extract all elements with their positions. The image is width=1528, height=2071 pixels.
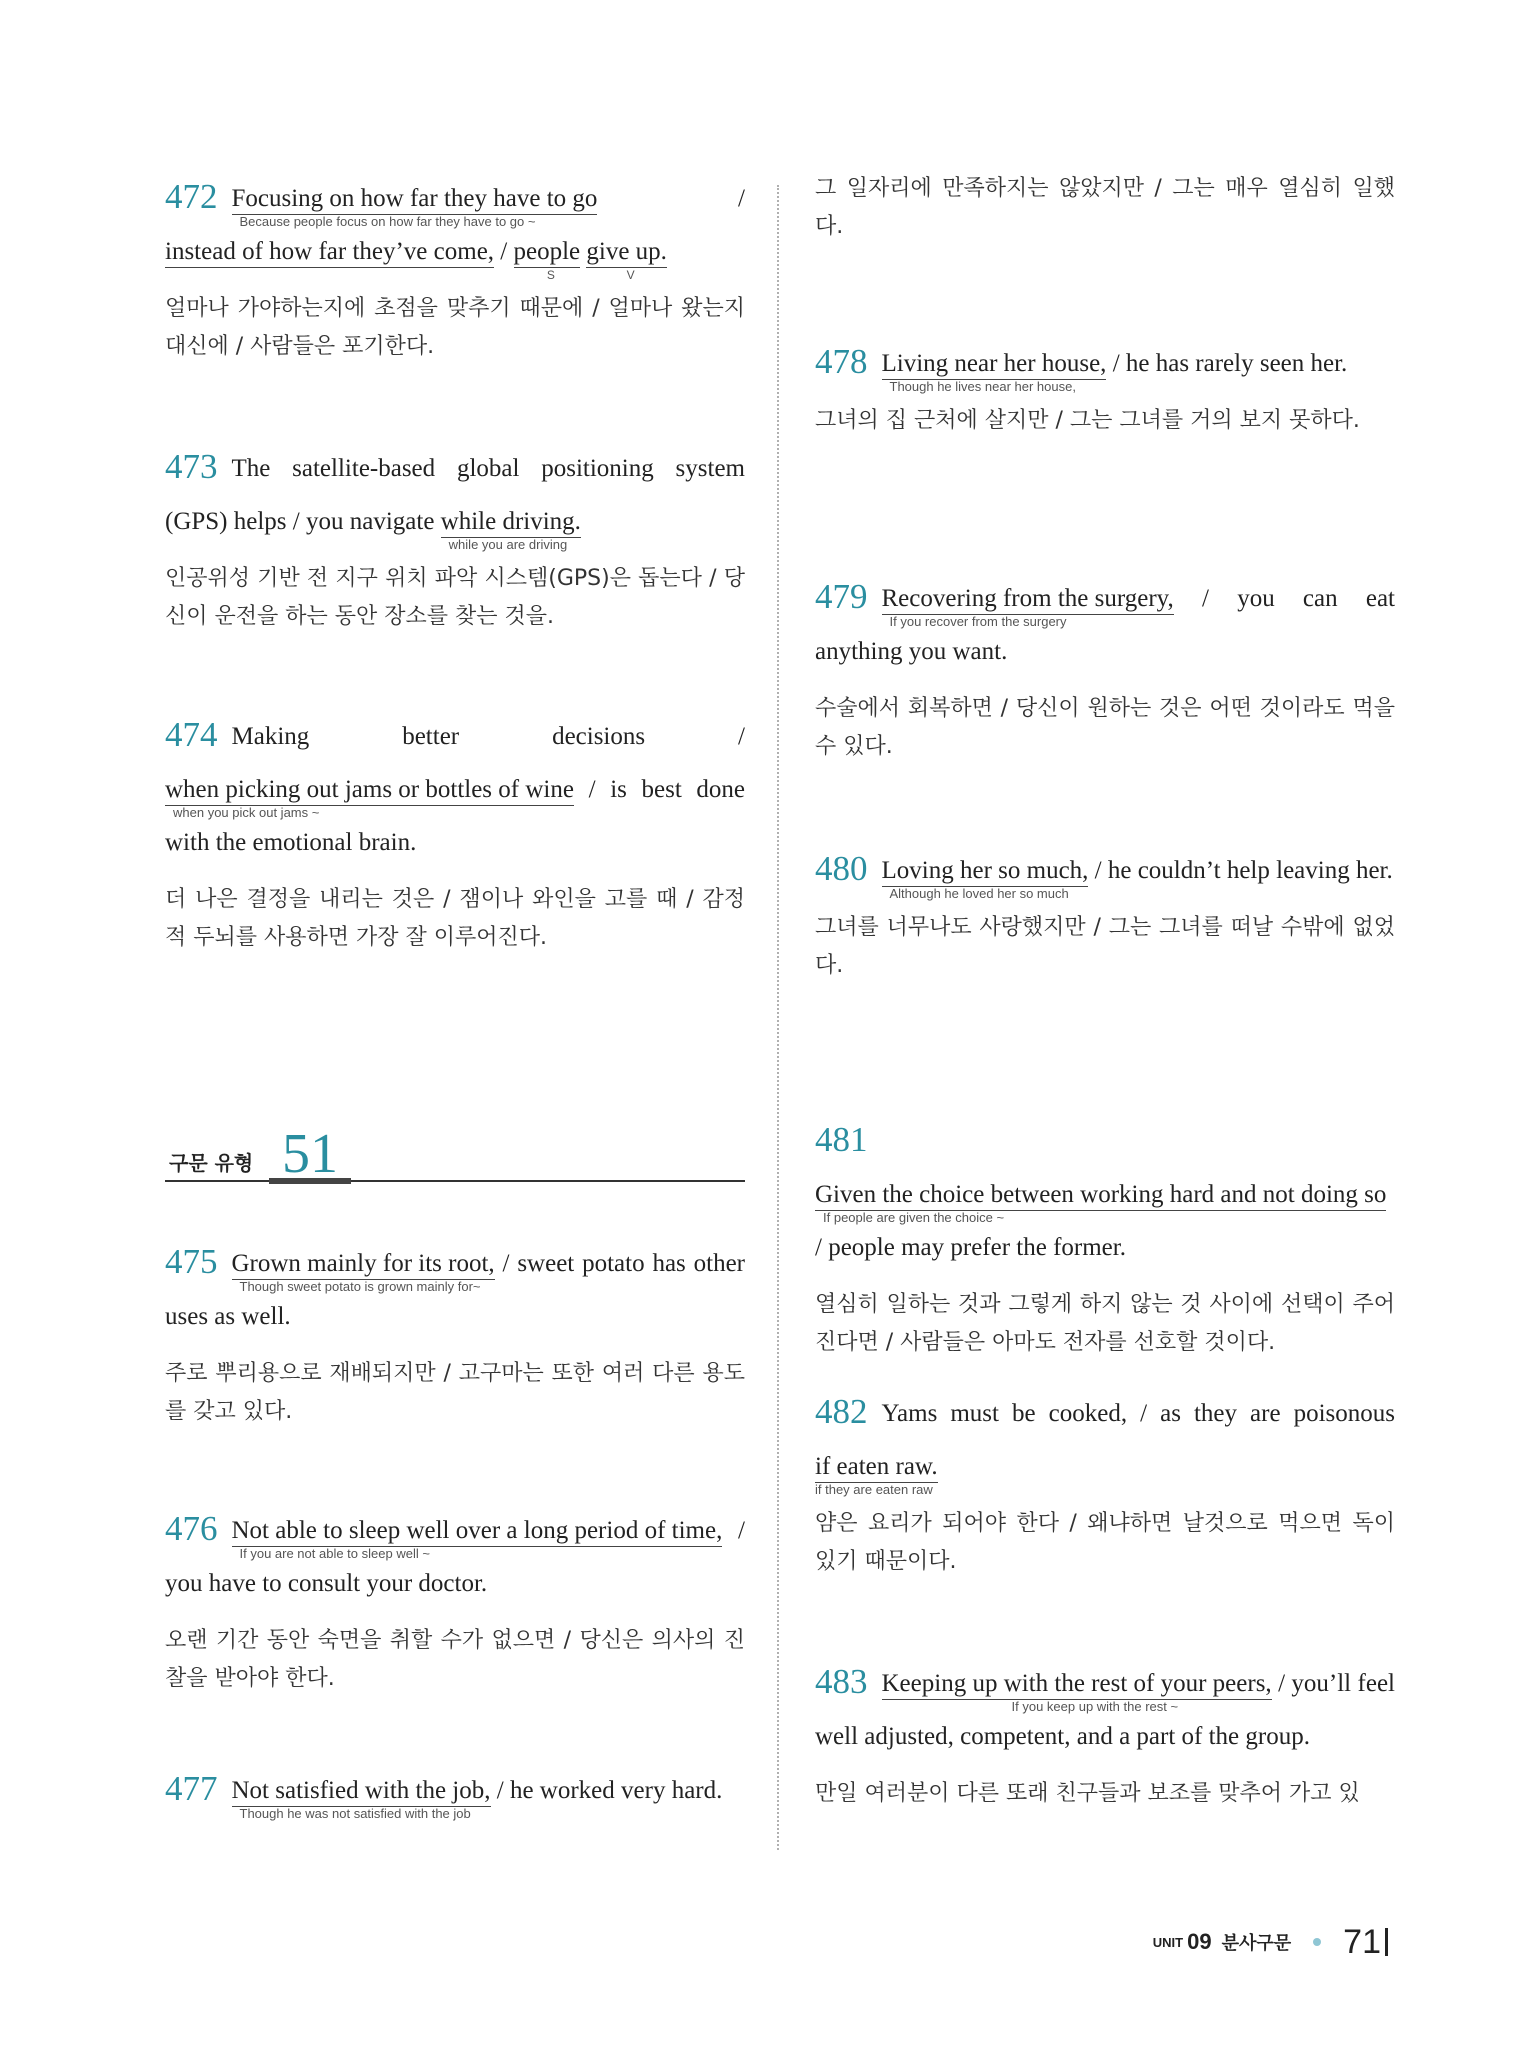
section-number: 51 bbox=[282, 1123, 338, 1185]
participle-phrase: Not able to sleep well over a long period of time, If you are not able to sleep well ~ bbox=[231, 1517, 723, 1561]
english-text: 474 Making better decisions / when picking out jams or bottles of wine when you pick out jams ~ / is best done with the emotional brain. bbox=[165, 715, 745, 856]
korean-translation: 더 나은 결정을 내리는 것은 / 잼이나 와인을 고를 때 / 감정적 두뇌를 사용하면 가장 잘 이루어진다. bbox=[165, 887, 745, 950]
participle-phrase: Keeping up with the rest of your peers, If you keep up with the rest ~ bbox=[881, 1670, 1272, 1714]
korean-translation: 인공위성 기반 전 지구 위치 파악 시스템(GPS)은 돕는다 / 당신이 운전을 하는 동안 장소를 찾는 것을. bbox=[165, 566, 745, 629]
paraphrase-note: If you recover from the surgery bbox=[889, 614, 1067, 629]
sentence-479 bbox=[815, 570, 1395, 766]
paraphrase-note: while you are driving bbox=[448, 537, 568, 552]
section-label: 구문 유형 bbox=[169, 1151, 254, 1175]
footer-unit-label: UNIT bbox=[1152, 1934, 1184, 1950]
paraphrase-note: Though he was not satisfied with the job bbox=[239, 1806, 471, 1821]
section-header bbox=[165, 1120, 745, 1185]
column-divider bbox=[777, 185, 779, 1850]
sentence-number: 483 bbox=[815, 1662, 868, 1701]
english-text: 475 Grown mainly for its root, Though sweet potato is grown mainly for~ / sweet potato has other uses as well. bbox=[165, 1242, 745, 1330]
contrast-phrase: instead of how far they’ve come, bbox=[165, 237, 494, 268]
participle-phrase: when picking out jams or bottles of wine when you pick out jams ~ bbox=[165, 776, 574, 820]
sentence-474 bbox=[165, 708, 745, 957]
participle-phrase: Grown mainly for its root, Though sweet potato is grown mainly for~ bbox=[231, 1250, 495, 1294]
footer-unit-title: 분사구문 bbox=[1221, 1933, 1292, 1954]
sentence-480 bbox=[815, 842, 1395, 985]
english-text: 480 Loving her so much, Although he loved her so much / he couldn’t help leaving her. bbox=[815, 849, 1393, 901]
sentence-number: 474 bbox=[165, 715, 218, 754]
paraphrase-note: when you pick out jams ~ bbox=[173, 805, 320, 820]
verb-mark: V bbox=[626, 268, 635, 282]
english-text: 479 Recovering from the surgery, If you recover from the surgery / you can eat anything you want. bbox=[815, 577, 1395, 665]
paraphrase-note: If people are given the choice ~ bbox=[823, 1210, 1005, 1225]
paraphrase-note: if they are eaten raw bbox=[815, 1482, 933, 1497]
footer-bar bbox=[1385, 1928, 1388, 1956]
sentence-475 bbox=[165, 1235, 745, 1431]
paraphrase-note: Though he lives near her house, bbox=[889, 379, 1076, 394]
korean-translation: 열심히 일하는 것과 그렇게 하지 않는 것 사이에 선택이 주어진다면 / 사람들은 아마도 전자를 선호할 것이다. bbox=[815, 1292, 1395, 1355]
page-footer bbox=[1153, 1922, 1388, 1962]
korean-translation: 오랜 기간 동안 숙면을 취할 수가 없으면 / 당신은 의사의 진찰을 받아야 한다. bbox=[165, 1628, 745, 1691]
verb: give up. V bbox=[586, 238, 667, 282]
participle-phrase: Given the choice between working hard and not doing so If people are given the choice ~ bbox=[815, 1181, 1387, 1225]
subject-mark: S bbox=[546, 268, 555, 282]
sentence-number: 481 bbox=[815, 1120, 868, 1159]
page-number: 71 bbox=[1343, 1922, 1381, 1961]
sentence-482 bbox=[815, 1385, 1395, 1581]
paraphrase-note: If you are not able to sleep well ~ bbox=[239, 1546, 430, 1561]
footer-unit-number: 09 bbox=[1187, 1929, 1212, 1954]
participle-phrase: Living near her house, Though he lives near her house, bbox=[881, 350, 1107, 394]
participle-phrase: if eaten raw. if they are eaten raw bbox=[815, 1453, 938, 1497]
sentence-476 bbox=[165, 1502, 745, 1698]
sentence-477 bbox=[165, 1762, 745, 1821]
participle-phrase: while driving. while you are driving bbox=[440, 508, 581, 552]
sentence-number: 473 bbox=[165, 447, 218, 486]
korean-translation: 수술에서 회복하면 / 당신이 원하는 것은 어떤 것이라도 먹을 수 있다. bbox=[815, 696, 1395, 759]
sentence-478 bbox=[815, 335, 1395, 440]
korean-translation: 얌은 요리가 되어야 한다 / 왜냐하면 날것으로 먹으면 독이 있기 때문이다. bbox=[815, 1511, 1395, 1574]
subject: people S bbox=[513, 238, 581, 282]
english-text: 477 Not satisfied with the job, Though he was not satisfied with the job / he worked very hard. bbox=[165, 1769, 723, 1821]
paraphrase-note: If you keep up with the rest ~ bbox=[1011, 1699, 1179, 1714]
korean-translation: 그녀의 집 근처에 살지만 / 그는 그녀를 거의 보지 못하다. bbox=[815, 408, 1360, 433]
english-text: 483 Keeping up with the rest of your peers, If you keep up with the rest ~ / you’ll feel well adjusted, competent, and a part of the group. bbox=[815, 1662, 1395, 1750]
participle-phrase: Focusing on how far they have to go Because people focus on how far they have to go ~ bbox=[231, 185, 598, 229]
sentence-481 bbox=[815, 1113, 1395, 1362]
english-text: 472 Focusing on how far they have to go Because people focus on how far they have to go ~ / instead of how far they’ve come, / people S give up. V bbox=[165, 177, 745, 282]
english-text: 482 Yams must be cooked, / as they are poisonous if eaten raw. if they are eaten raw bbox=[815, 1392, 1395, 1497]
paraphrase-note: Because people focus on how far they have to go ~ bbox=[239, 214, 536, 229]
sentence-number: 478 bbox=[815, 342, 868, 381]
english-text: 476 Not able to sleep well over a long period of time, If you are not able to sleep well ~ / you have to consult your doctor. bbox=[165, 1509, 745, 1597]
sentence-number: 476 bbox=[165, 1509, 218, 1548]
paraphrase-note: Although he loved her so much bbox=[889, 886, 1069, 901]
korean-translation: 그 일자리에 만족하지는 않았지만 / 그는 매우 열심히 일했다. bbox=[815, 176, 1395, 239]
korean-translation: 얼마나 가야하는지에 초점을 맞추기 때문에 / 얼마나 왔는지 대신에 / 사람들은 포기한다. bbox=[165, 296, 745, 359]
english-text: 473 The satellite-based global positioning system (GPS) helps / you navigate while driving. while you are driving bbox=[165, 447, 745, 552]
korean-translation: 만일 여러분이 다른 또래 친구들과 보조를 맞추어 가고 있 bbox=[815, 1781, 1360, 1806]
sentence-473 bbox=[165, 440, 745, 636]
participle-phrase: Recovering from the surgery, If you recover from the surgery bbox=[881, 585, 1174, 629]
korean-translation: 그녀를 너무나도 사랑했지만 / 그는 그녀를 떠날 수밖에 없었다. bbox=[815, 915, 1395, 978]
participle-phrase: Not satisfied with the job, Though he was not satisfied with the job bbox=[231, 1777, 491, 1821]
footer-dot-icon bbox=[1313, 1938, 1321, 1946]
english-text: 478 Living near her house, Though he lives near her house, / he has rarely seen her. bbox=[815, 342, 1348, 394]
sentence-477-translation bbox=[815, 170, 1395, 246]
sentence-483 bbox=[815, 1655, 1395, 1813]
korean-translation: 주로 뿌리용으로 재배되지만 / 고구마는 또한 여러 다른 용도를 갖고 있다. bbox=[165, 1361, 745, 1424]
sentence-472 bbox=[165, 170, 745, 366]
sentence-number: 475 bbox=[165, 1242, 218, 1281]
sentence-number: 477 bbox=[165, 1769, 218, 1808]
sentence-number: 482 bbox=[815, 1392, 868, 1431]
sentence-number: 472 bbox=[165, 177, 218, 216]
participle-phrase: Loving her so much, Although he loved her so much bbox=[881, 857, 1089, 901]
sentence-number: 479 bbox=[815, 577, 868, 616]
sentence-number: 480 bbox=[815, 849, 868, 888]
english-text: 481Given the choice between working hard and not doing so If people are given the choice ~ / people may prefer the former. bbox=[815, 1120, 1387, 1261]
paraphrase-note: Though sweet potato is grown mainly for~ bbox=[239, 1279, 481, 1294]
